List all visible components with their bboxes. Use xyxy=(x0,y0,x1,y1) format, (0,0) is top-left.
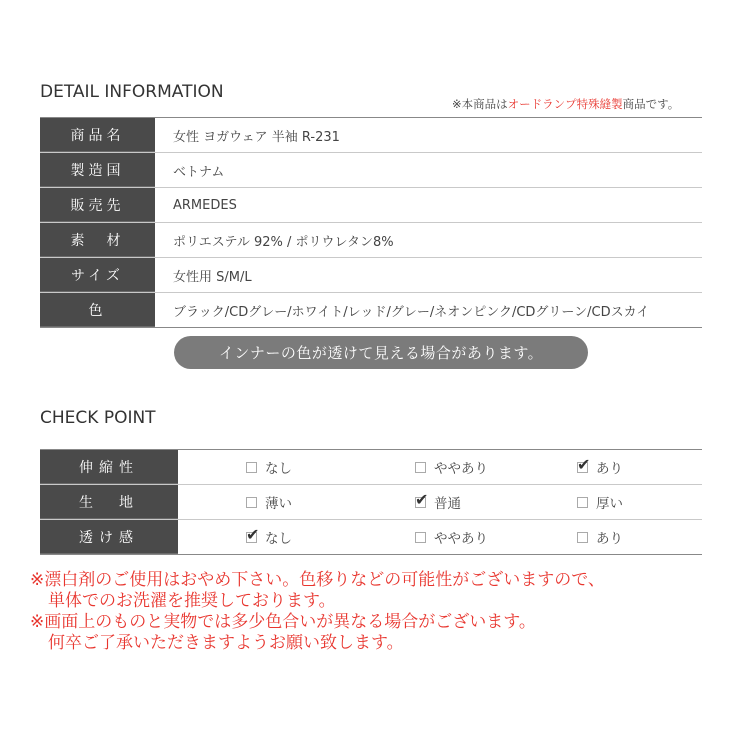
row-label: 販売先 xyxy=(40,188,155,222)
row-label: 製造国 xyxy=(40,153,155,187)
checkbox-icon xyxy=(577,532,588,543)
row-label: 伸縮性 xyxy=(40,450,178,484)
row-value: ベトナム xyxy=(173,164,225,180)
special-sewing-note xyxy=(452,96,679,112)
option-label: 厚い xyxy=(596,496,623,512)
option xyxy=(415,520,488,554)
option xyxy=(246,485,292,519)
option xyxy=(246,450,292,484)
note-line: ※漂白剤のご使用はおやめ下さい。色移りなどの可能性がございますので、 xyxy=(30,570,605,590)
row-label: 色 xyxy=(40,293,155,327)
option-label: なし xyxy=(265,531,292,547)
row-value: ブラック/CDグレー/ホワイト/レッド/グレー/ネオンピンク/CDグリーン/CDスカイ xyxy=(173,304,650,320)
detail-row-seller xyxy=(40,188,702,223)
option xyxy=(577,520,623,554)
row-value: 女性用 S/M/L xyxy=(173,269,252,285)
checkbox-icon xyxy=(415,489,429,509)
note-line: ※画面上のものと実物では多少色合いが異なる場合がございます。 xyxy=(30,612,536,632)
checkmark-icon: ✔ xyxy=(246,524,260,544)
checkbox-icon xyxy=(246,524,260,544)
option-label: あり xyxy=(596,461,623,477)
check-row-sheerness xyxy=(40,520,702,555)
option-label: 薄い xyxy=(265,496,292,512)
check-row-stretch xyxy=(40,450,702,485)
note-highlight: オードランプ特殊縫製 xyxy=(507,97,623,111)
checkbox-icon xyxy=(246,497,257,508)
checkbox-icon xyxy=(415,462,426,473)
row-label: 透け感 xyxy=(40,520,178,554)
checkbox-icon xyxy=(577,454,591,474)
options xyxy=(178,450,702,484)
options xyxy=(178,485,702,519)
detail-row-color xyxy=(40,293,702,328)
note-line: 単体でのお洗濯を推奨しております。 xyxy=(48,591,336,611)
detail-row-product-name xyxy=(40,118,702,153)
row-label: 素 材 xyxy=(40,223,155,257)
row-label: 商品名 xyxy=(40,118,155,152)
check-point-heading: CHECK POINT xyxy=(40,408,156,428)
row-label: 生 地 xyxy=(40,485,178,519)
note-prefix: ※本商品は xyxy=(452,97,508,111)
check-point-table xyxy=(40,449,702,555)
options xyxy=(178,520,702,554)
checkbox-icon xyxy=(415,532,426,543)
detail-row-size xyxy=(40,258,702,293)
care-notes xyxy=(30,570,730,654)
check-row-fabric xyxy=(40,485,702,520)
note-suffix: 商品です。 xyxy=(622,97,680,111)
option xyxy=(415,485,461,519)
see-through-notice-pill: インナーの色が透けて見える場合があります。 xyxy=(174,336,588,369)
option xyxy=(246,520,292,554)
option xyxy=(415,450,488,484)
checkmark-icon: ✔ xyxy=(577,454,591,474)
option-label: あり xyxy=(596,531,623,547)
option xyxy=(577,450,623,484)
option-label: 普通 xyxy=(434,496,461,512)
option-label: ややあり xyxy=(434,461,488,477)
checkbox-icon xyxy=(246,462,257,473)
row-label: サイズ xyxy=(40,258,155,292)
checkmark-icon: ✔ xyxy=(415,489,429,509)
detail-table xyxy=(40,117,702,328)
note-line: 何卒ご了承いただきますようお願い致します。 xyxy=(48,633,404,653)
option xyxy=(577,485,623,519)
detail-row-country xyxy=(40,153,702,188)
detail-information-heading: DETAIL INFORMATION xyxy=(40,82,224,102)
option-label: ややあり xyxy=(434,531,488,547)
detail-row-material xyxy=(40,223,702,258)
row-value: ARMEDES xyxy=(173,197,237,213)
checkbox-icon xyxy=(577,497,588,508)
option-label: なし xyxy=(265,461,292,477)
row-value: 女性 ヨガウェア 半袖 R-231 xyxy=(173,129,340,145)
row-value: ポリエステル 92% / ポリウレタン8% xyxy=(173,234,394,250)
